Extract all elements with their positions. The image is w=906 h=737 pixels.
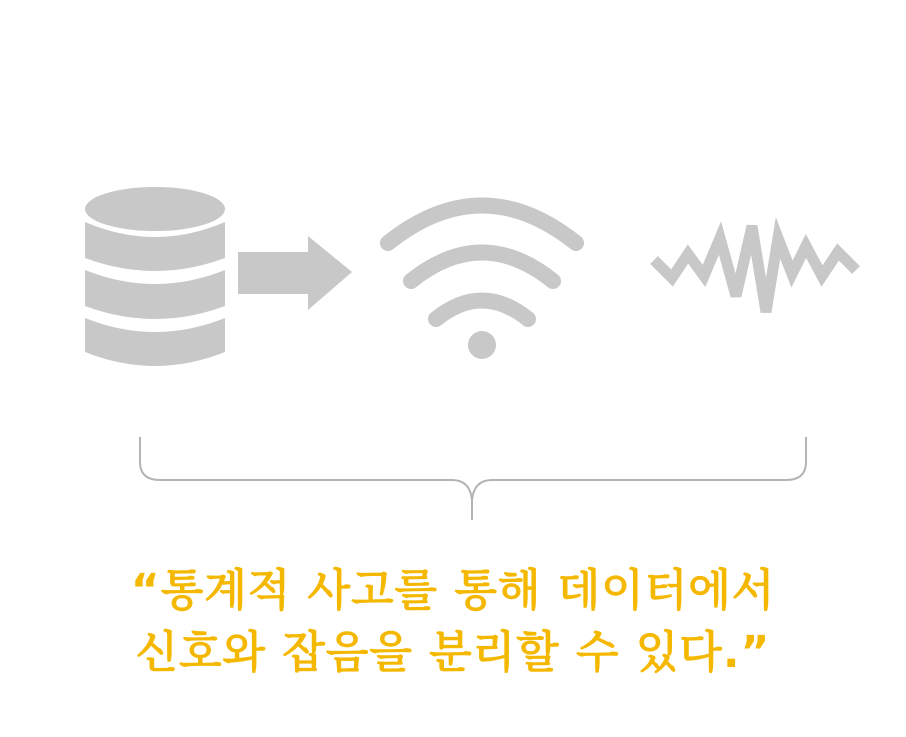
database-icon bbox=[85, 187, 225, 366]
database-layer-3 bbox=[85, 318, 225, 366]
noise-wave-icon bbox=[654, 226, 856, 312]
wifi-signal-icon bbox=[388, 206, 576, 360]
arrow-right-icon bbox=[238, 236, 352, 310]
wifi-dot bbox=[468, 331, 496, 359]
grouping-brace bbox=[140, 437, 806, 520]
wifi-arc-middle bbox=[411, 253, 553, 282]
database-top bbox=[85, 187, 225, 231]
caption-line-2: 신호와 잡음을 분리할 수 있다.” bbox=[135, 627, 771, 678]
caption-quote bbox=[0, 560, 906, 684]
wifi-arc-inner bbox=[436, 301, 528, 320]
wifi-arc-outer bbox=[388, 206, 576, 244]
caption-line-1: “통계적 사고를 통해 데이터에서 bbox=[130, 565, 776, 616]
database-layer-2 bbox=[85, 270, 225, 319]
